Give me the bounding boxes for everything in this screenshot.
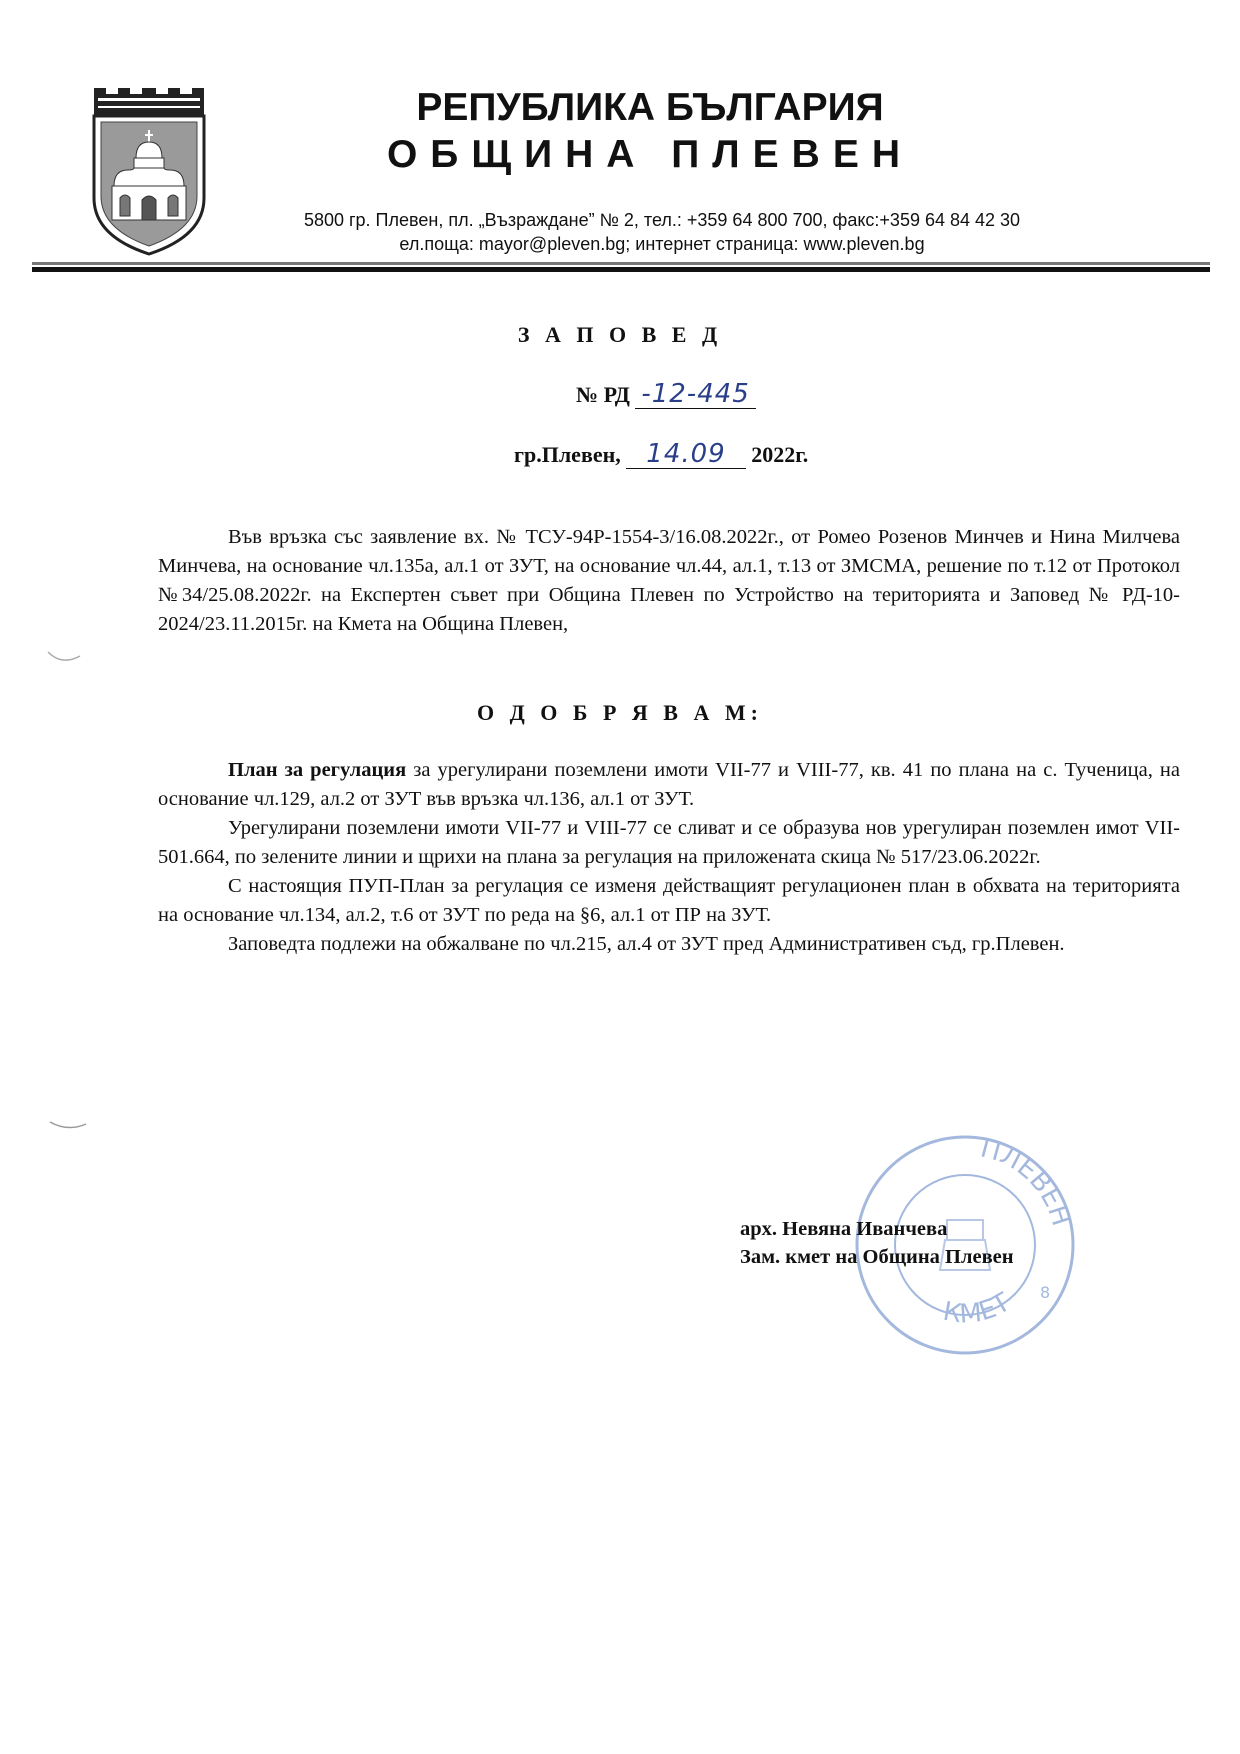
signatory-name: арх. Невяна Иванчева (740, 1218, 948, 1240)
stamp-top-text: ПЛЕВЕН (977, 1133, 1076, 1230)
order-date-handwritten: 14.09 (626, 440, 745, 469)
decision-paragraph-4: Заповедта подлежи на обжалване по чл.215, ал.4 от ЗУТ пред Административен съд, гр.Плевен. (228, 933, 1065, 955)
decision-paragraph-1-text: за урегулирани поземлени имоти VII-77 и VIII-77, кв. 41 по плана на с. Тученица, на основание чл.129, ал.2 от ЗУТ във връзка чл.136, ал.1 от ЗУТ. (158, 759, 1181, 810)
order-place-date (514, 440, 808, 469)
republic-title: РЕПУБЛИКА БЪЛГАРИЯ (416, 86, 884, 129)
stamp-bottom-text: КМЕТ (940, 1287, 1016, 1330)
header-rule (32, 262, 1210, 274)
order-title: З А П О В Е Д (517, 322, 723, 347)
punch-mark-icon (40, 648, 100, 668)
pleven-crest-icon (88, 86, 210, 256)
official-stamp-icon (835, 1120, 1095, 1370)
address-line: 5800 гр. Плевен, пл. „Възраждане” № 2, тел.: +359 64 800 700, факс:+359 64 84 42 30 (303, 210, 1021, 230)
decision-paragraph-2: Урегулирани поземлени имоти VII-77 и VIII-77 се сливат и се образува нов урегулиран поземлен имот VII-501.664, по зелените линии и щрихи на плана за регулация на приложената скица № 517/23.06.2022г. (158, 817, 1180, 868)
decision-paragraph-3: С настоящия ПУП-План за регулация се изменя действащият регулационен план в обхвата на територията на основание чл.134, ал.2, т.6 от ЗУТ по реда на §6, ал.1 от ПР на ЗУТ. (158, 875, 1180, 926)
order-number-prefix: № РД (576, 382, 630, 407)
stamp-number: 8 (1040, 1283, 1051, 1302)
intro-paragraph: Във връзка със заявление вх. № ТСУ-94Р-1554-3/16.08.2022г., от Ромео Розенов Минчев и Нина Милчева Минчева, на основание чл.135а, ал.1 от ЗУТ, на основание чл.44, ал.1, т.13 от ЗМСМА, решение по т.12 от Протокол №34/25.08.2022г. на Експертен съвет при Община Плевен по Устройство на територията и Заповед № РД-10-2024/23.11.2015г. на Кмета на Община Плевен, (158, 526, 1180, 635)
decision-paragraph-1 (158, 756, 1180, 814)
plan-bold-label: План за регулация (228, 759, 407, 781)
contact-line: ел.поща: mayor@pleven.bg; интернет страница: www.pleven.bg (399, 234, 925, 254)
decision-body (158, 756, 1180, 959)
municipality-title: ОБЩИНА ПЛЕВЕН (386, 133, 914, 176)
order-number-handwritten: -12-445 (635, 380, 755, 409)
order-place: гр.Плевен, (514, 442, 621, 467)
punch-mark-icon (40, 1118, 100, 1138)
signatory-position: Зам. кмет на Община Плевен (740, 1246, 1014, 1268)
approve-heading: О Д О Б Р Я В А М: (477, 700, 763, 725)
order-year: 2022г. (751, 442, 809, 467)
order-number (576, 380, 756, 409)
